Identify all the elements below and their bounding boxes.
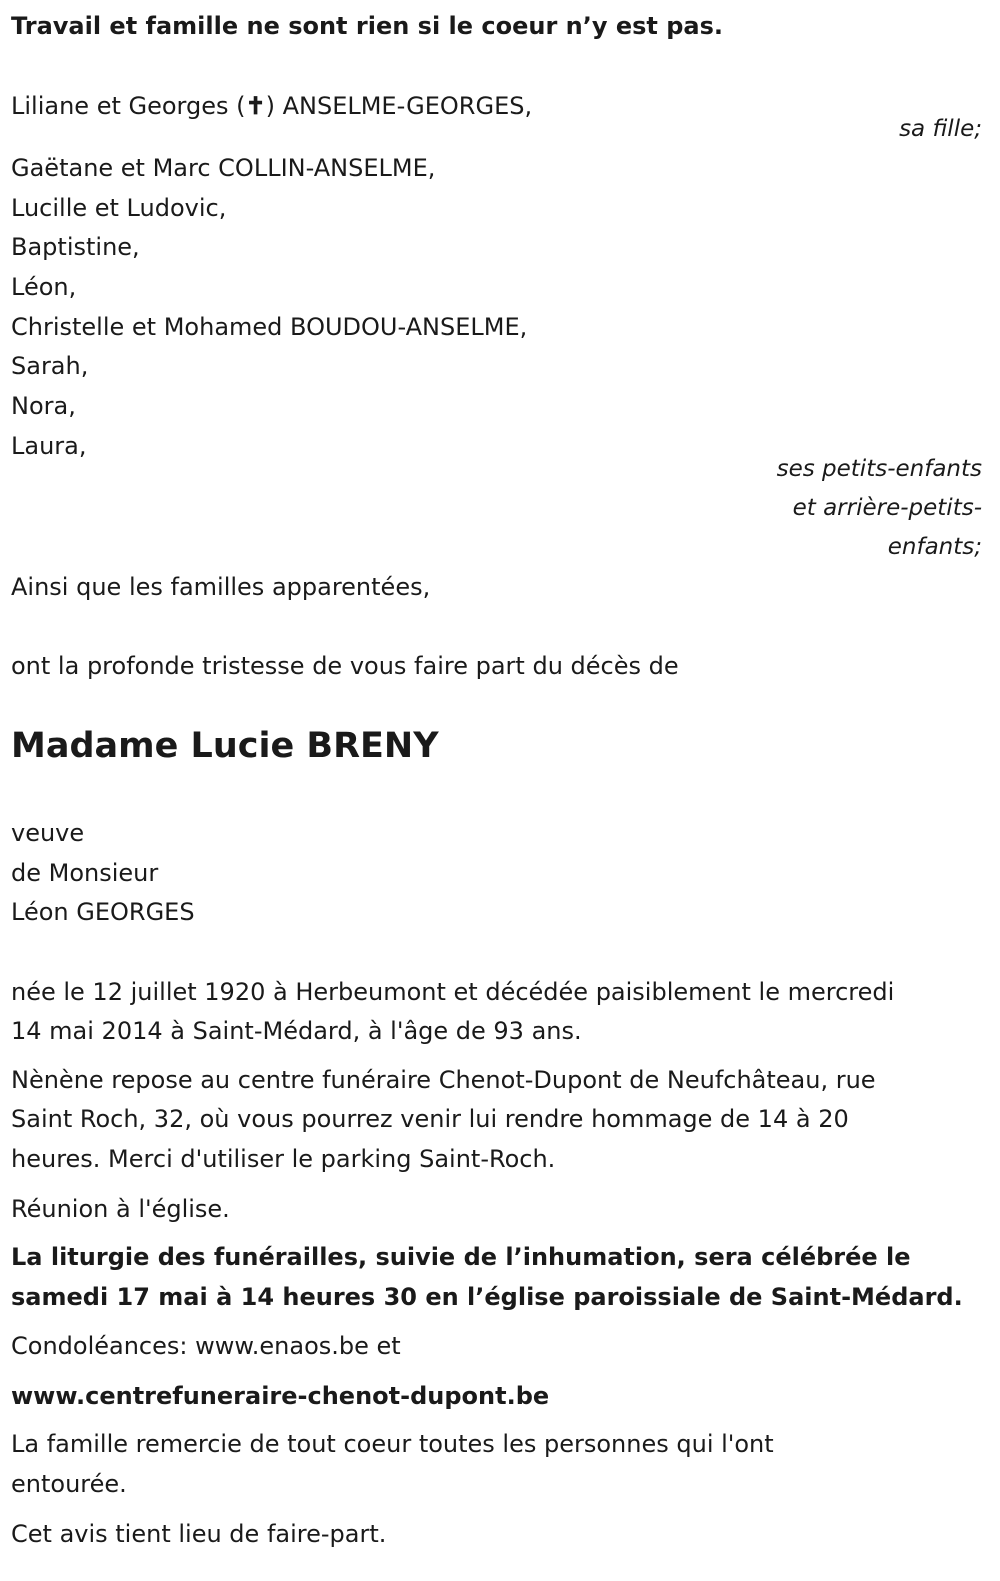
widow-line: veuve: [11, 819, 85, 847]
grandchildren-role: et arrière-petits-: [792, 495, 982, 521]
grandchildren-role: ses petits-enfants: [776, 456, 982, 482]
widow-line: Léon GEORGES: [11, 898, 195, 926]
thanks-line: La famille remercie de tout coeur toutes les personnes qui l'ont: [11, 1430, 774, 1458]
condolences-line: Condoléances: www.enaos.be et: [11, 1332, 401, 1360]
announcement-line: ont la profonde tristesse de vous faire part du décès de: [11, 652, 679, 680]
closing-line: Cet avis tient lieu de faire-part.: [11, 1520, 387, 1548]
website-link[interactable]: www.centrefuneraire-chenot-dupont.be: [11, 1382, 550, 1410]
relatives-line: Ainsi que les familles apparentées,: [11, 573, 431, 601]
deceased-name: Madame Lucie BRENY: [11, 726, 439, 766]
daughter-line: [11, 86, 532, 126]
daughter-names: Liliane et Georges (: [11, 92, 246, 120]
visitation-line: Nènène repose au centre funéraire Chenot-Dupont de Neufchâteau, rue: [11, 1066, 876, 1094]
daughter-role: sa fille;: [899, 116, 982, 142]
daughter-surname: ) ANSELME-GEORGES,: [265, 92, 533, 120]
grandchild-line: Christelle et Mohamed BOUDOU-ANSELME,: [11, 313, 528, 341]
grandchild-line: Baptistine,: [11, 233, 140, 261]
grandchildren-role: enfants;: [887, 534, 982, 560]
grandchild-line: Nora,: [11, 392, 76, 420]
visitation-line: heures. Merci d'utiliser le parking Saint-Roch.: [11, 1145, 556, 1173]
widow-line: de Monsieur: [11, 859, 159, 887]
birth-death-line: 14 mai 2014 à Saint-Médard, à l'âge de 93 ans.: [11, 1017, 582, 1045]
grandchild-line: Laura,: [11, 432, 87, 460]
birth-death-line: née le 12 juillet 1920 à Herbeumont et décédée paisiblement le mercredi: [11, 978, 895, 1006]
thanks-line: entourée.: [11, 1470, 127, 1498]
motto: Travail et famille ne sont rien si le coeur n’y est pas.: [11, 12, 724, 40]
grandchild-line: Lucille et Ludovic,: [11, 194, 227, 222]
visitation-line: Saint Roch, 32, où vous pourrez venir lui rendre hommage de 14 à 20: [11, 1105, 849, 1133]
grandchild-line: Gaëtane et Marc COLLIN-ANSELME,: [11, 154, 436, 182]
funeral-line: samedi 17 mai à 14 heures 30 en l’église paroissiale de Saint-Médard.: [11, 1283, 963, 1311]
meeting-line: Réunion à l'église.: [11, 1195, 230, 1223]
funeral-line: La liturgie des funérailles, suivie de l’inhumation, sera célébrée le: [11, 1243, 911, 1271]
cross-icon: ✝: [245, 91, 266, 120]
grandchild-line: Sarah,: [11, 352, 89, 380]
grandchild-line: Léon,: [11, 273, 77, 301]
